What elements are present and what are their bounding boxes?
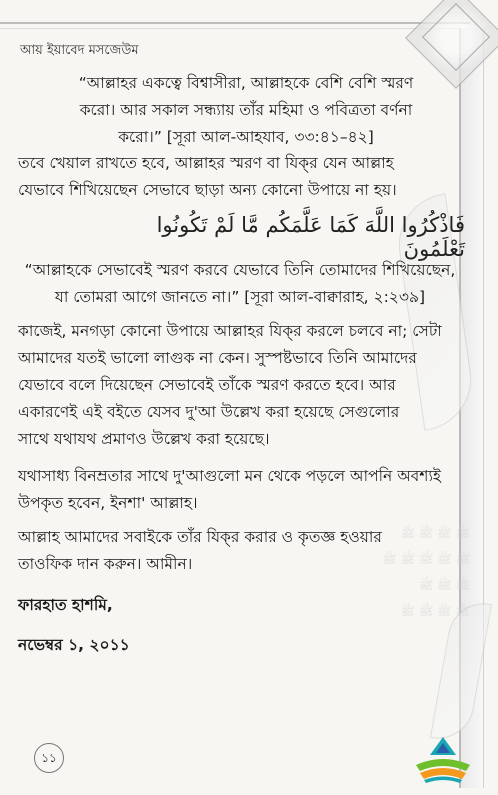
top-border <box>0 22 470 29</box>
background-watermark: ﷺ ﷺ ﷺ ﷺ ﷺ ﷺ ﷺ ﷺ ﷺ ﷺ ﷺ ﷺ ﷺ ﷺ ﷺ ﷺ <box>382 526 470 618</box>
paragraph-prayer: আল্লাহ আমাদের সবাইকে তাঁর যিক্‌র করার ও কৃতজ্ঞ হওয়ার তাওফিক দান করুন। আমীন। <box>18 528 382 573</box>
author-signature: ফারহাত হাশমি, <box>18 596 113 614</box>
paragraph-remembrance: তবে খেয়াল রাখতে হবে, আল্লাহর স্মরণ বা যিক্‌র যেন আল্লাহ যেভাবে শিখিয়েছেন সেভাবে ছাড়া অন্য কোনো উপায়ে না হয়। <box>18 154 397 199</box>
running-header: আয় ইয়াবেদ মসজেউম <box>20 43 139 58</box>
paragraph-method: কাজেই, মনগড়া কোনো উপায়ে আল্লাহর যিক্‌র করলে চলবে না; সেটা আমাদের যতই ভালো লাগুক না কেন। সুস্পষ্টভাবে তিনি আমাদের যেভাবে বলে দিয়েছেন সেভাবেই তাঁকে স্মরণ করতে হবে। আর একারণেই এই বইতে যেসব দু'আ উল্লেখ করা হয়েছে সেগুলোর সাথে যথাযথ প্রমাণও উল্লেখ করা হয়েছে। <box>18 322 442 448</box>
quote-baqarah: “আল্লাহকে সেভাবেই স্মরণ করবে যেভাবে তিনি তোমাদের শিখিয়েছেন, যা তোমরা আগে জানতে না।” [সূরা আল-বাক্বারাহ, ২:২৩৯] <box>24 261 456 306</box>
paragraph-humility: যথাসাধ্য বিনম্রতার সাথে দু'আগুলো মন থেকে পড়লে আপনি অবশ্যই উপকৃত হবেন, ইনশা' আল্লাহ। <box>18 467 441 512</box>
arabic-verse: فَاذْكُرُوا اللَّهَ كَمَا عَلَّمَكُم مَّا لَمْ تَكُونُوا تَعْلَمُونَ <box>156 213 465 261</box>
page-number: ১১ <box>34 743 64 773</box>
quote-ahzab: “আল্লাহর একত্বে বিশ্বাসীরা, আল্লাহকে বেশি বেশি স্মরণ করো। আর সকাল সন্ধ্যায় তাঁর মহিমা ও পবিত্রতা বর্ণনা করো।” [সূরা আল-আহযাব, ৩৩:৪১–৪২] <box>78 74 414 146</box>
publisher-logo-icon <box>410 735 476 785</box>
signature-date: নভেম্বর ১, ২০১১ <box>18 636 130 654</box>
